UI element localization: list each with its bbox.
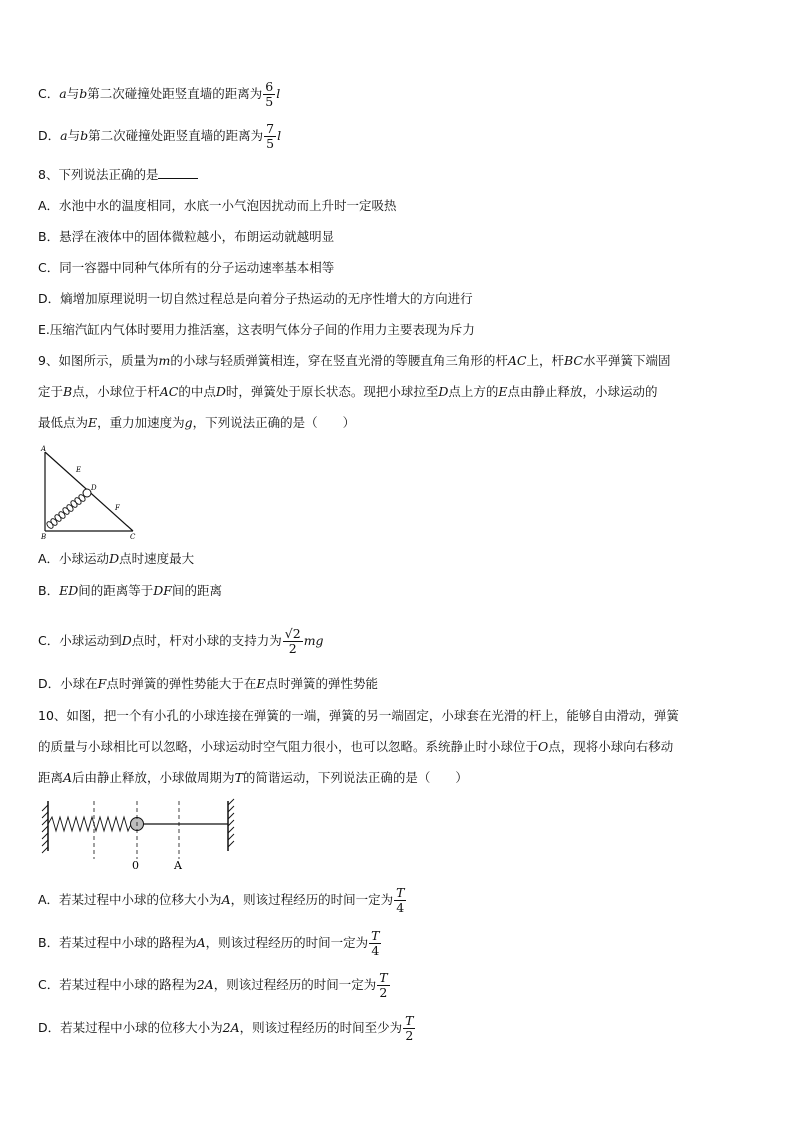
- fraction: $\frac{T}{2}$: [405, 1013, 414, 1043]
- fraction: $\frac{√2}{2}$: [284, 626, 301, 656]
- q8-stem: 8、下列说法正确的是: [38, 166, 198, 184]
- q7-option-c: C．a与b第二次碰撞处距竖直墙的距离为 $\frac{6}{5}$ l: [38, 79, 281, 109]
- label-c: C: [130, 533, 136, 540]
- q9-triangle-spring-figure: [36, 442, 146, 540]
- q10-option-d: D．若某过程中小球的位移大小为2A，则该过程经历的时间至少为 $\frac{T}{2}$: [38, 1013, 414, 1043]
- fraction: $\frac{T}{4}$: [371, 928, 380, 958]
- q10-spring-oscillator-figure: [38, 797, 243, 877]
- fraction: $\frac{T}{4}$: [396, 885, 405, 915]
- q9-option-b: B．ED间的距离等于DF间的距离: [38, 583, 222, 598]
- q9-stem-line3: 最低点为E，重力加速度为g，下列说法正确的是（ ）: [38, 415, 356, 430]
- q7-option-d: D．a与b第二次碰撞处距竖直墙的距离为 $\frac{7}{5}$ l: [38, 121, 282, 151]
- q10-stem-line1: 10、如图，把一个有小孔的小球连接在弹簧的一端，弹簧的另一端固定，小球套在光滑的杆上，能够自由滑动，弹簧: [38, 708, 679, 723]
- q9-option-a: A．小球运动D点时速度最大: [38, 551, 195, 566]
- q8-option-b: B．悬浮在液体中的固体微粒越小，布朗运动就越明显: [38, 229, 335, 244]
- q8-option-c: C．同一容器中同种气体所有的分子运动速率基本相等: [38, 260, 335, 275]
- label-a: A: [174, 859, 182, 872]
- q8-option-e: E.压缩汽缸内气体时要用力推活塞，这表明气体分子间的作用力主要表现为斥力: [38, 322, 475, 337]
- answer-blank: [158, 166, 198, 179]
- fraction: $\frac{7}{5}$: [266, 121, 275, 151]
- label-b: B: [41, 533, 47, 540]
- q10-option-b: B．若某过程中小球的路程为A，则该过程经历的时间一定为 $\frac{T}{4}$: [38, 928, 380, 958]
- fraction: $\frac{6}{5}$: [265, 79, 274, 109]
- q9-stem-line1: 9、如图所示，质量为m的小球与轻质弹簧相连，穿在竖直光滑的等腰直角三角形的杆AC上，杆BC水平弹簧下端固: [38, 353, 671, 368]
- label-e: E: [76, 466, 82, 474]
- q10-option-c: C．若某过程中小球的路程为2A，则该过程经历的时间一定为 $\frac{T}{2}$: [38, 970, 388, 1000]
- label-d: D: [91, 484, 97, 492]
- label-f: F: [115, 504, 120, 512]
- fraction: $\frac{T}{2}$: [379, 970, 388, 1000]
- q10-option-a: A．若某过程中小球的位移大小为A，则该过程经历的时间一定为 $\frac{T}{4}$: [38, 885, 405, 915]
- q8-option-a: A．水池中水的温度相同，水底一小气泡因扰动而上升时一定吸热: [38, 198, 397, 213]
- q10-stem-line2: 的质量与小球相比可以忽略，小球运动时空气阻力很小，也可以忽略。系统静止时小球位于O点，现将小球向右移动: [38, 739, 674, 754]
- q9-option-c: C．小球运动到D点时，杆对小球的支持力为 $\frac{√2}{2}$ mg: [38, 626, 324, 656]
- label-o: 0: [132, 859, 139, 872]
- q10-stem-line3: 距离A后由静止释放，小球做周期为T的简谐运动，下列说法正确的是（ ）: [38, 770, 468, 785]
- q8-option-d: D．熵增加原理说明一切自然过程总是向着分子热运动的无序性增大的方向进行: [38, 291, 473, 306]
- q9-option-d: D．小球在F点时弹簧的弹性势能大于在E点时弹簧的弹性势能: [38, 676, 378, 691]
- label-a: A: [41, 445, 47, 453]
- q9-stem-line2: 定于B点，小球位于杆AC的中点D时，弹簧处于原长状态。现把小球拉至D点上方的E点由静止释放，小球运动的: [38, 384, 658, 399]
